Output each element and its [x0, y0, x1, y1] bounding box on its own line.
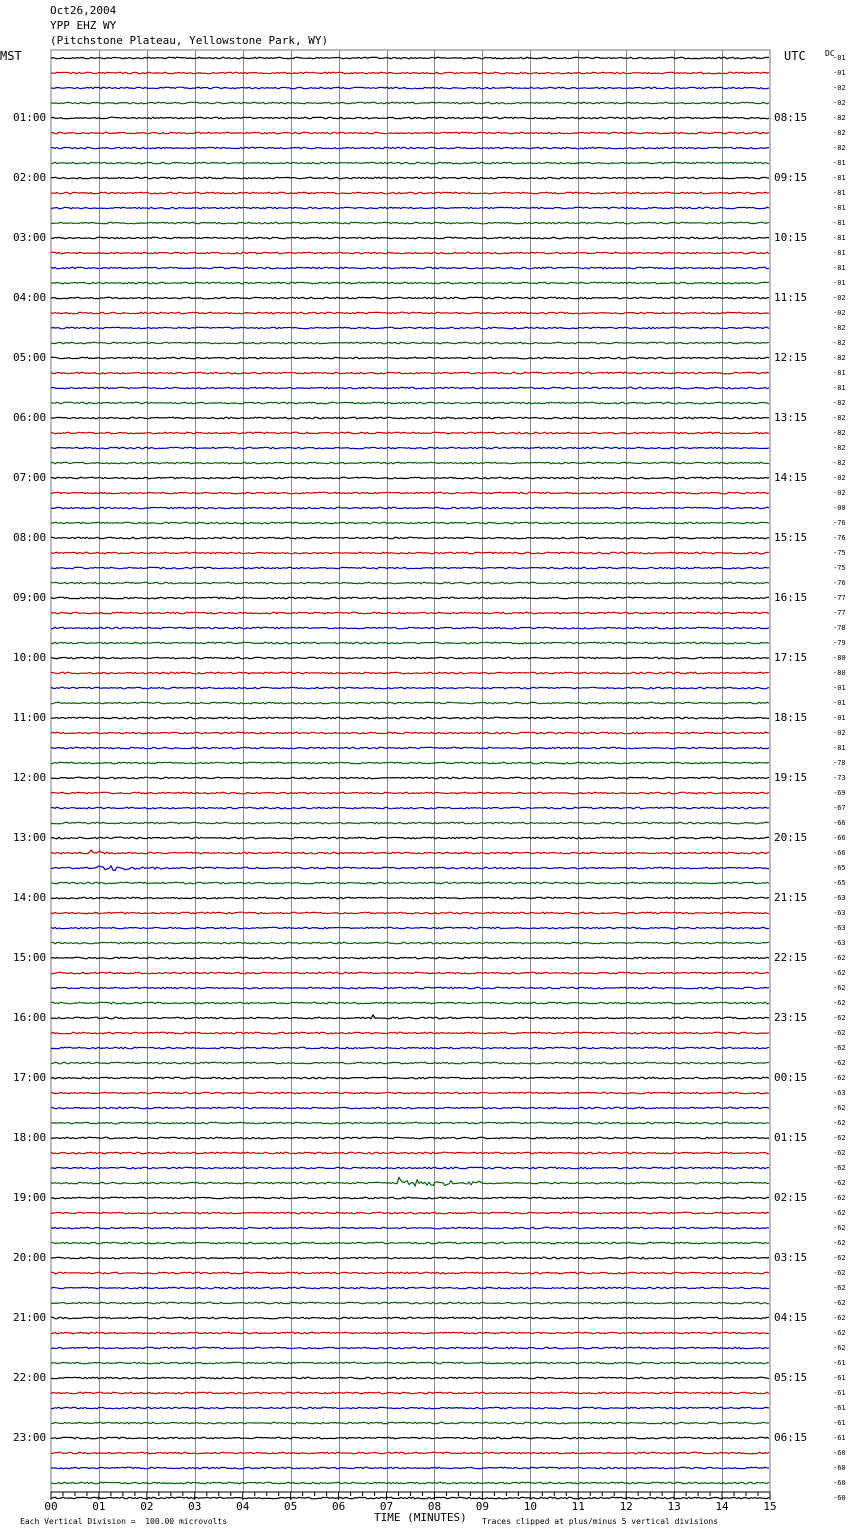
left-hour-label: 01:00	[13, 111, 47, 124]
right-hour-label: 02:15	[774, 1191, 808, 1204]
trace-line	[51, 1407, 769, 1409]
scale-note: Each Vertical Division = 100.00 microvolts	[20, 1517, 228, 1526]
dc-offset-label: -81	[833, 384, 846, 392]
dc-offset-label: -78	[833, 759, 846, 767]
trace-line	[51, 537, 769, 539]
trace-line	[51, 1092, 769, 1094]
trace-line	[51, 387, 769, 389]
trace-line	[51, 822, 769, 824]
dc-offset-label: -63	[833, 909, 846, 917]
x-tick-label: 05	[284, 1500, 298, 1513]
trace-line	[51, 1467, 769, 1469]
dc-offset-label: -02	[833, 309, 846, 317]
trace-line	[51, 312, 769, 314]
trace-line	[51, 1287, 769, 1289]
dc-offset-label: -82	[833, 324, 846, 332]
dc-offset-label: -80	[833, 669, 846, 677]
trace-line	[51, 1032, 769, 1034]
trace-line	[51, 57, 769, 59]
left-hour-label: 02:00	[13, 171, 47, 184]
dc-offset-label: -62	[833, 1029, 846, 1037]
trace-line	[51, 207, 769, 209]
trace-line	[51, 1227, 769, 1229]
trace-lines	[51, 57, 769, 1499]
dc-offset-label: -81	[833, 249, 846, 257]
dc-offset-label: -61	[833, 1389, 846, 1397]
trace-line	[51, 447, 769, 449]
trace-line	[51, 462, 769, 464]
left-hour-label: 15:00	[13, 951, 47, 964]
dc-offset-label: -75	[833, 549, 846, 557]
dc-offset-label: -62	[833, 1014, 846, 1022]
right-hour-label: 14:15	[774, 471, 808, 484]
trace-line	[51, 432, 769, 434]
dc-offset-label: -62	[833, 999, 846, 1007]
trace-line	[51, 1347, 769, 1349]
dc-offset-label: -62	[833, 1299, 846, 1307]
dc-offset-label: -62	[833, 1224, 846, 1232]
trace-line	[51, 1452, 769, 1454]
plot-date: Oct26,2004	[50, 4, 117, 17]
dc-offset-label: -82	[833, 339, 846, 347]
left-hour-label: 07:00	[13, 471, 47, 484]
trace-line	[51, 1212, 769, 1214]
right-hour-label: 21:15	[774, 891, 808, 904]
dc-offset-label: -61	[833, 1374, 846, 1382]
trace-line	[51, 1197, 769, 1199]
left-hour-label: 08:00	[13, 531, 47, 544]
left-hour-label: 12:00	[13, 771, 47, 784]
x-tick-label: 02	[140, 1500, 154, 1513]
trace-line	[51, 837, 769, 839]
dc-offset-label: -62	[833, 1044, 846, 1052]
right-hour-label: 18:15	[774, 711, 808, 724]
right-hour-label: 20:15	[774, 831, 808, 844]
station-code: YPP EHZ WY	[50, 19, 117, 32]
trace-line	[51, 237, 769, 239]
dc-offset-label: -62	[833, 1179, 846, 1187]
left-hour-label: 21:00	[13, 1311, 47, 1324]
dc-offset-label: -81	[833, 174, 846, 182]
dc-offset-label: -82	[833, 429, 846, 437]
dc-offset-label: -81	[833, 189, 846, 197]
trace-line	[51, 357, 769, 359]
trace-line	[51, 222, 769, 224]
trace-line	[51, 492, 769, 494]
trace-line	[51, 342, 769, 344]
trace-line	[51, 687, 769, 689]
dc-offset-label: -62	[833, 1269, 846, 1277]
trace-line	[51, 1062, 769, 1064]
trace-line	[51, 372, 769, 374]
trace-line	[51, 1362, 769, 1364]
dc-offset-label: -00	[833, 504, 846, 512]
trace-line	[51, 567, 769, 569]
dc-offset-label: -67	[833, 804, 846, 812]
trace-line	[51, 717, 769, 719]
dc-offset-label: -82	[833, 129, 846, 137]
dc-offset-label: -61	[833, 1434, 846, 1442]
dc-offset-label: -61	[833, 1419, 846, 1427]
trace-line	[51, 807, 769, 809]
dc-offset-label: -63	[833, 1089, 846, 1097]
trace-line	[51, 1002, 769, 1004]
dc-offset-label: -61	[833, 1359, 846, 1367]
trace-line	[51, 972, 769, 974]
trace-line	[51, 1137, 769, 1139]
dc-offset-label: -01	[833, 684, 846, 692]
dc-offset-label: -73	[833, 774, 846, 782]
dc-offset-label: -82	[833, 459, 846, 467]
trace-line	[51, 1107, 769, 1109]
dc-offset-label: -77	[833, 594, 846, 602]
dc-offset-label: -61	[833, 1404, 846, 1412]
right-hour-label: 10:15	[774, 231, 808, 244]
dc-offset-label: -62	[833, 984, 846, 992]
right-hour-label: 16:15	[774, 591, 808, 604]
trace-line	[51, 477, 769, 479]
left-hour-label: 22:00	[13, 1371, 47, 1384]
trace-line	[51, 1047, 769, 1049]
dc-offset-label: -63	[833, 939, 846, 947]
left-hour-label: 18:00	[13, 1131, 47, 1144]
right-hour-label: 13:15	[774, 411, 808, 424]
x-tick-label: 13	[667, 1500, 681, 1513]
left-hour-label: 17:00	[13, 1071, 47, 1084]
dc-offset-label: -69	[833, 789, 846, 797]
trace-line	[51, 1497, 769, 1499]
dc-offset-label: -62	[833, 1119, 846, 1127]
dc-offset-label: -62	[833, 1059, 846, 1067]
trace-line	[51, 1122, 769, 1124]
trace-line	[51, 657, 769, 659]
trace-line	[51, 1422, 769, 1424]
dc-offset-label: -82	[833, 144, 846, 152]
dc-offset-label: -76	[833, 579, 846, 587]
trace-line	[51, 87, 769, 89]
dc-offset-label: -77	[833, 609, 846, 617]
x-tick-label: 12	[619, 1500, 633, 1513]
dc-offset-label: -62	[833, 1149, 846, 1157]
trace-line	[51, 882, 769, 884]
dc-offset-label: -02	[833, 294, 846, 302]
dc-offset-label: -66	[833, 819, 846, 827]
x-tick-label: 00	[44, 1500, 58, 1513]
left-hour-label: 05:00	[13, 351, 47, 364]
trace-line	[51, 702, 769, 704]
dc-offset-label: -76	[833, 534, 846, 542]
trace-line	[51, 1167, 769, 1169]
trace-line	[51, 177, 769, 179]
left-hour-label: 10:00	[13, 651, 47, 664]
trace-line	[51, 1257, 769, 1259]
trace-line	[51, 72, 769, 74]
x-tick-label: 01	[92, 1500, 106, 1513]
x-tick-label: 06	[331, 1500, 346, 1513]
plot-frame	[51, 50, 770, 1492]
right-hour-label: 11:15	[774, 291, 808, 304]
trace-line	[51, 192, 769, 194]
x-tick-label: 10	[523, 1500, 537, 1513]
dc-offset-label: -81	[833, 219, 846, 227]
trace-line	[51, 642, 769, 644]
dc-offset-label: -62	[833, 1284, 846, 1292]
left-hour-label: 16:00	[13, 1011, 47, 1024]
dc-offset-label: -62	[833, 1164, 846, 1172]
dc-offset-label: -62	[833, 1074, 846, 1082]
left-hour-label: 23:00	[13, 1431, 47, 1444]
dc-offset-label: -62	[833, 1209, 846, 1217]
left-hour-label: 11:00	[13, 711, 47, 724]
trace-line	[51, 507, 769, 509]
trace-line	[51, 297, 769, 299]
dc-offset-label: -76	[833, 519, 846, 527]
trace-line	[51, 162, 769, 164]
trace-line	[51, 747, 769, 749]
trace-line	[51, 1077, 769, 1079]
x-tick-label: 09	[475, 1500, 490, 1513]
dc-offset-label: -02	[833, 84, 846, 92]
right-hour-label: 12:15	[774, 351, 808, 364]
dc-offset-label: -01	[833, 279, 846, 287]
right-hour-label: 01:15	[774, 1131, 808, 1144]
trace-line	[51, 672, 769, 674]
x-tick-label: 03	[188, 1500, 202, 1513]
trace-line	[51, 762, 769, 764]
dc-offset-label: -02	[833, 489, 846, 497]
trace-line	[51, 327, 769, 329]
trace-line	[51, 866, 769, 871]
trace-line	[51, 1242, 769, 1244]
left-hour-label: 03:00	[13, 231, 47, 244]
trace-line	[51, 402, 769, 404]
dc-offset-label: -65	[833, 864, 846, 872]
right-hour-label: 17:15	[774, 651, 808, 664]
dc-offset-label: -62	[833, 1254, 846, 1262]
dc-offset-label: -01	[833, 54, 846, 62]
trace-line	[51, 117, 769, 119]
dc-offset-label: -62	[833, 1134, 846, 1142]
trace-line	[51, 267, 769, 269]
trace-line	[51, 957, 769, 959]
dc-offset-label: -02	[833, 474, 846, 482]
x-tick-label: 14	[715, 1500, 729, 1513]
dc-offset-label: -62	[833, 969, 846, 977]
left-hour-label: 14:00	[13, 891, 47, 904]
x-axis-label: TIME (MINUTES)	[374, 1511, 467, 1524]
station-location: (Pitchstone Plateau, Yellowstone Park, WY)	[50, 34, 329, 47]
trace-line	[51, 1437, 769, 1439]
trace-line	[51, 987, 769, 989]
dc-offset-label: -01	[833, 69, 846, 77]
trace-line	[51, 552, 769, 554]
trace-line	[51, 582, 769, 584]
dc-offset-label: -01	[833, 714, 846, 722]
trace-line	[51, 732, 769, 734]
left-hour-label: 13:00	[13, 831, 47, 844]
trace-line	[51, 1332, 769, 1334]
left-hour-label: 09:00	[13, 591, 47, 604]
dc-offset-label: -62	[833, 1314, 846, 1322]
x-tick-label: 04	[236, 1500, 250, 1513]
trace-line	[51, 597, 769, 599]
dc-offset-label: -60	[833, 1449, 846, 1457]
dc-offset-label: -81	[833, 159, 846, 167]
right-hour-label: 19:15	[774, 771, 808, 784]
trace-line	[51, 627, 769, 629]
dc-offset-label: -62	[833, 1194, 846, 1202]
trace-line	[51, 1482, 769, 1484]
dc-label: DC	[825, 49, 835, 58]
dc-offset-label: -81	[833, 369, 846, 377]
trace-line	[51, 1152, 769, 1154]
dc-offset-label: -01	[833, 699, 846, 707]
right-hour-label: 04:15	[774, 1311, 808, 1324]
dc-offset-label: -82	[833, 354, 846, 362]
dc-offset-label: -62	[833, 1344, 846, 1352]
right-hour-label: 09:15	[774, 171, 808, 184]
trace-line	[51, 252, 769, 254]
dc-offset-label: -02	[833, 99, 846, 107]
trace-line	[51, 612, 769, 614]
dc-offset-label: -78	[833, 624, 846, 632]
right-hour-label: 00:15	[774, 1071, 808, 1084]
x-axis	[44, 1492, 776, 1513]
grid-lines	[51, 50, 770, 1492]
dc-offset-label: -82	[833, 114, 846, 122]
left-hour-label: 04:00	[13, 291, 47, 304]
dc-offset-label: -82	[833, 414, 846, 422]
trace-line	[51, 792, 769, 794]
dc-offset-label: -60	[833, 1464, 846, 1472]
right-hour-label: 15:15	[774, 531, 808, 544]
trace-line	[51, 417, 769, 419]
x-tick-label: 15	[763, 1500, 777, 1513]
trace-line	[51, 942, 769, 944]
trace-line	[51, 1377, 769, 1379]
trace-line	[51, 1317, 769, 1319]
trace-line	[51, 1272, 769, 1274]
dc-offset-label: -81	[833, 234, 846, 242]
dc-offset-label: -62	[833, 954, 846, 962]
dc-offset-label: -60	[833, 1494, 846, 1502]
dc-offset-label: -62	[833, 1104, 846, 1112]
x-tick-label: 08	[427, 1500, 442, 1513]
right-hour-label: 08:15	[774, 111, 808, 124]
left-timezone-label: MST	[0, 49, 22, 63]
trace-line	[51, 912, 769, 914]
dc-offset-label: -79	[833, 639, 846, 647]
x-tick-label: 11	[571, 1500, 585, 1513]
dc-offset-label: -63	[833, 894, 846, 902]
right-hour-label: 05:15	[774, 1371, 808, 1384]
trace-line	[51, 102, 769, 104]
trace-line	[51, 522, 769, 524]
right-hour-label: 22:15	[774, 951, 808, 964]
trace-line	[51, 1178, 769, 1187]
dc-offset-label: -81	[833, 204, 846, 212]
dc-offset-label: -66	[833, 834, 846, 842]
trace-line	[51, 1015, 769, 1019]
left-hour-label: 06:00	[13, 411, 47, 424]
trace-line	[51, 1392, 769, 1394]
dc-offset-label: -81	[833, 744, 846, 752]
trace-line	[51, 927, 769, 929]
trace-line	[51, 777, 769, 779]
trace-line	[51, 850, 769, 854]
right-hour-label: 06:15	[774, 1431, 808, 1444]
left-hour-label: 19:00	[13, 1191, 47, 1204]
trace-line	[51, 282, 769, 284]
x-tick-label: 07	[379, 1500, 394, 1513]
dc-offset-label: -82	[833, 399, 846, 407]
dc-offset-label: -81	[833, 264, 846, 272]
clip-note: Traces clipped at plus/minus 5 vertical divisions	[482, 1517, 719, 1526]
dc-offset-label: -62	[833, 1239, 846, 1247]
left-hour-label: 20:00	[13, 1251, 47, 1264]
dc-offset-label: -62	[833, 1329, 846, 1337]
dc-offset-label: -75	[833, 564, 846, 572]
dc-offset-label: -82	[833, 444, 846, 452]
dc-offset-label: -80	[833, 654, 846, 662]
right-hour-label: 03:15	[774, 1251, 808, 1264]
dc-offset-label: -65	[833, 879, 846, 887]
right-timezone-label: UTC	[784, 49, 806, 63]
right-hour-label: 23:15	[774, 1011, 808, 1024]
trace-line	[51, 897, 769, 899]
trace-line	[51, 132, 769, 134]
dc-offset-label: -02	[833, 729, 846, 737]
dc-offset-label: -66	[833, 849, 846, 857]
dc-offset-label: -60	[833, 1479, 846, 1487]
trace-line	[51, 147, 769, 149]
dc-offset-label: -63	[833, 924, 846, 932]
trace-line	[51, 1302, 769, 1304]
